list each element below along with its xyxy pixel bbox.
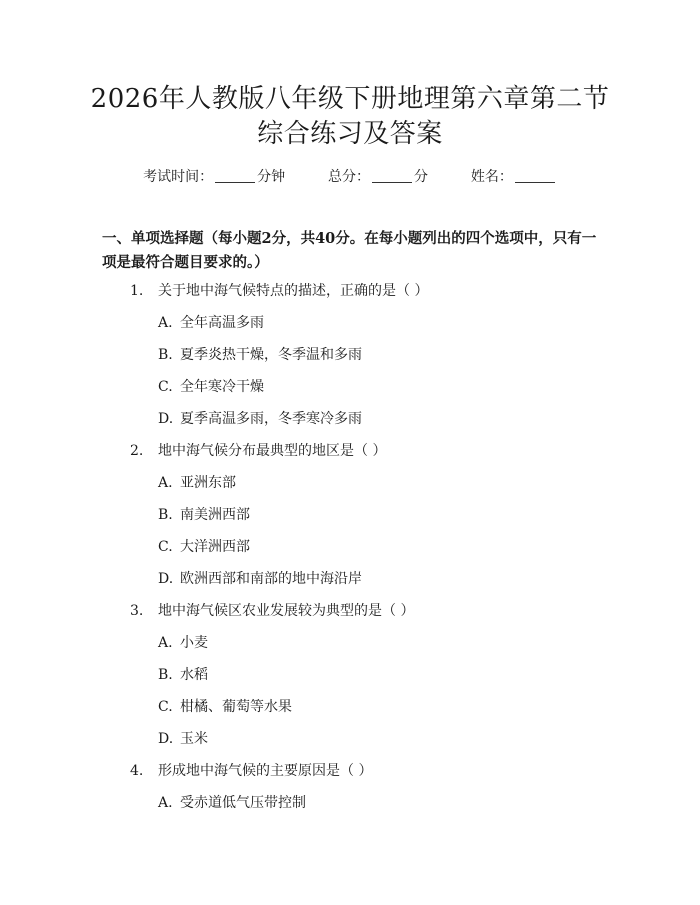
question-3-option-a	[158, 633, 208, 653]
question-2-option-a	[158, 473, 236, 493]
total-score-field	[328, 167, 428, 187]
name-blank	[515, 168, 555, 183]
option-text: 南美洲西部	[180, 507, 250, 523]
option-letter: C.	[158, 379, 173, 395]
option-letter: A.	[158, 475, 173, 491]
option-letter: A.	[158, 635, 173, 651]
question-2-option-c	[158, 537, 250, 557]
question-text: 形成地中海气候的主要原因是（ ）	[158, 763, 373, 779]
question-number: 2.	[130, 443, 144, 459]
question-4	[130, 761, 372, 781]
option-text: 玉米	[180, 731, 208, 747]
question-number: 4.	[130, 763, 144, 779]
question-1-option-b	[158, 345, 362, 365]
name-label: 姓名：	[470, 169, 513, 185]
total-score-blank	[372, 168, 412, 183]
question-2-option-d	[158, 569, 362, 589]
option-letter: C.	[158, 539, 173, 555]
option-text: 受赤道低气压带控制	[180, 795, 306, 811]
question-text: 地中海气候分布最典型的地区是（ ）	[158, 443, 387, 459]
exam-time-unit: 分钟	[257, 169, 286, 185]
option-text: 小麦	[180, 635, 208, 651]
option-text: 水稻	[180, 667, 208, 683]
exam-time-blank	[215, 168, 255, 183]
option-letter: D.	[158, 731, 174, 747]
document-title-line-2: 综合练习及答案	[257, 119, 443, 149]
question-1-option-c	[158, 377, 264, 397]
question-1-option-a	[158, 313, 264, 333]
total-score-label: 总分：	[328, 169, 370, 185]
option-letter: C.	[158, 699, 173, 715]
option-text: 亚洲东部	[180, 475, 236, 491]
exam-info-row	[0, 167, 700, 187]
question-1-option-d	[158, 409, 362, 429]
question-2	[130, 441, 386, 461]
question-3-option-c	[158, 697, 292, 717]
option-letter: A.	[158, 315, 173, 331]
question-text: 关于地中海气候特点的描述，正确的是（ ）	[158, 283, 429, 299]
option-text: 柑橘、葡萄等水果	[180, 699, 292, 715]
question-3-option-b	[158, 665, 208, 685]
option-letter: B.	[158, 347, 173, 363]
document-title-line-1: 2026年人教版八年级下册地理第六章第二节	[90, 84, 610, 114]
name-field	[471, 167, 557, 187]
option-letter: A.	[158, 795, 173, 811]
option-letter: B.	[158, 667, 173, 683]
option-letter: D.	[158, 571, 174, 587]
option-text: 夏季炎热干燥，冬季温和多雨	[180, 347, 362, 363]
option-text: 大洋洲西部	[180, 539, 250, 555]
option-text: 欧洲西部和南部的地中海沿岸	[180, 571, 362, 587]
question-number: 1.	[130, 283, 144, 299]
question-text: 地中海气候区农业发展较为典型的是（ ）	[158, 603, 415, 619]
option-text: 全年高温多雨	[180, 315, 264, 331]
question-1	[130, 281, 428, 301]
total-score-unit: 分	[414, 169, 428, 185]
section-heading-single-choice: 一、单项选择题（每小题2分，共40分。在每小题列出的四个选项中，只有一项是最符合题目要求的。）	[102, 230, 597, 271]
question-3-option-d	[158, 729, 208, 749]
option-text: 夏季高温多雨，冬季寒冷多雨	[180, 411, 362, 427]
question-3	[130, 601, 414, 621]
option-text: 全年寒冷干燥	[180, 379, 264, 395]
question-2-option-b	[158, 505, 250, 525]
exam-time-label: 考试时间：	[143, 169, 214, 185]
option-letter: B.	[158, 507, 173, 523]
exam-time-field	[143, 167, 285, 187]
option-letter: D.	[158, 411, 174, 427]
question-number: 3.	[130, 603, 144, 619]
question-4-option-a	[158, 793, 306, 813]
